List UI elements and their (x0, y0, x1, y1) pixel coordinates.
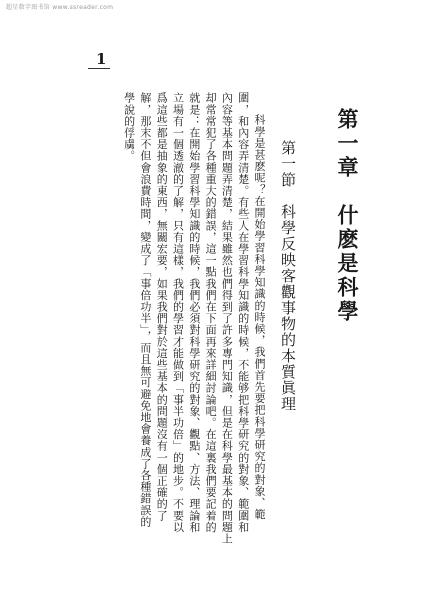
section-title: 第一節 科學反映客觀事物的本質眞理 (279, 140, 297, 412)
body-line: 內容等基本問題弄清楚，結果雖然也們得到了許多專門知識，但是在科學最基本的問題上 (220, 92, 234, 545)
body-line: 爲這些都是抽象的東西，無關宏要，如果我們對於這些基本的問題沒有一個正確的了 (155, 92, 169, 522)
chapter-title: 第一章 什麽是科學 (335, 108, 360, 324)
page-number-rule (88, 68, 110, 69)
body-line: 立場有一個透澈的了解，只有這樣，我們的學習才能做到「事半功倍」的地步。不要以 (171, 92, 185, 533)
body-line: 就是：在開始學習科學知識的時候，我們必須對科學研究的對象、觀點、方法、理論和 (187, 92, 201, 533)
body-line: 科學是甚麽呢？在開始學習科學知識的時候，我們首先要把科學研究的對象、範 (253, 114, 266, 520)
page-number: 1 (96, 50, 107, 68)
body-line: 圍，和內容弄清楚。有些人在學習科學知識的時候，不能够把科學研究的對象、範圍和 (236, 92, 250, 533)
body-line: 却常常犯了各種重大的錯誤，這一點我們在下面再來詳細討論吧。在這裏我們要記着的 (204, 92, 218, 533)
watermark: 超星数字图书馆 www.ssreader.com (6, 4, 114, 11)
body-line: 學說的俘虜。 (122, 92, 136, 162)
body-text (67, 92, 267, 545)
body-line: 解，那末不但會浪費時間，變成了「事倍功半」，而且無可避免地會養成了各種錯誤的 (138, 92, 152, 528)
